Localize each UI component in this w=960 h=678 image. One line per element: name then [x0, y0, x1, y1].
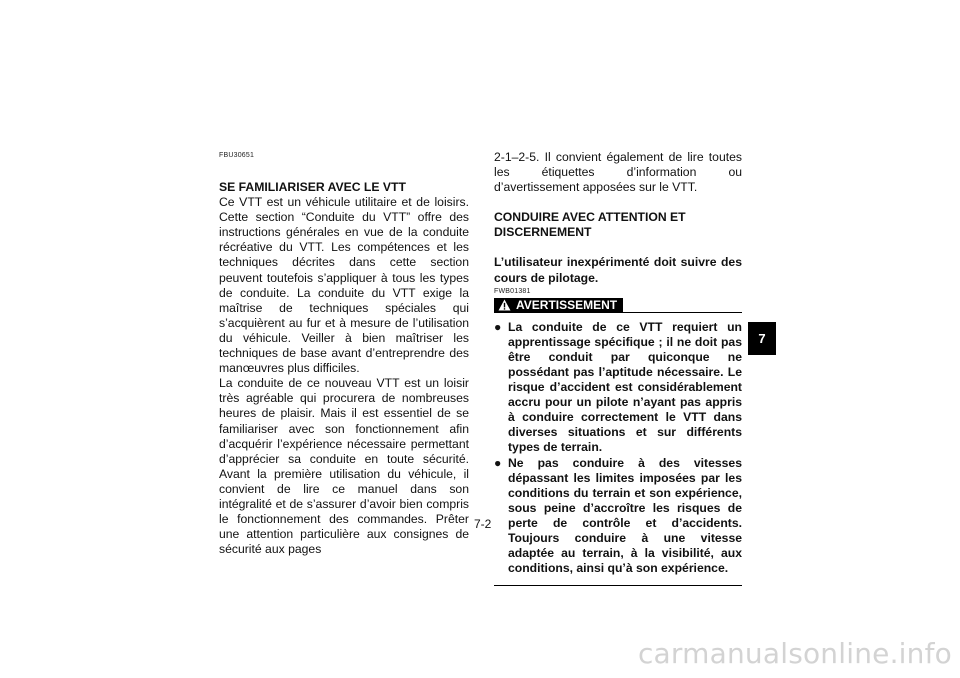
bullet-icon: ● — [494, 455, 502, 470]
caution-heading: CONDUIRE AVEC ATTENTION ET DISCERNEMENT — [494, 210, 686, 240]
warning-top-rule — [616, 312, 742, 313]
warning-list — [494, 320, 742, 577]
chapter-tab: 7 — [748, 322, 776, 355]
warning-code: FWB01381 — [494, 287, 531, 295]
right-column — [494, 150, 742, 586]
familiarise-paragraph: La conduite de ce nouveau VTT est un loisir très agréable qui procurera de nombreuses heures de plaisir. Mais il est essentiel de se familiariser avec son fonctionnement afin d’acquérir l’expérience nécessaire permettant d’apprécier sa conduite en toute sécurité. Avant la première utilisation du véhicule, il convient de lire ce manuel dans son intégralité et de s’assurer d’avoir bien compris le fonctionnement des commandes. Prêter une attention particulière aux consignes de sécurité aux pages — [219, 376, 469, 557]
labels-paragraph: 2-1–2-5. Il convient également de lire toutes les étiquettes d’information ou d’avertissement apposées sur le VTT. — [494, 150, 742, 195]
page-number: 7-2 — [474, 517, 492, 531]
warning-bottom-rule — [494, 585, 742, 586]
bullet-icon: ● — [494, 319, 502, 334]
watermark: carmanualsonline.info — [637, 637, 952, 670]
warning-item: ● Ne pas conduire à des vitesses dépassant les limites imposées par les conditions du terrain et son expérience, sous peine d’accroître les risques de perte de contrôle et d’accidents. Toujours conduire à une vitesse adaptée au terrain, à la visibilité, aux conditions, ainsi qu’à son expérience. — [494, 455, 742, 576]
warning-header — [494, 298, 742, 314]
warning-triangle-icon — [498, 299, 511, 311]
warning-badge — [494, 298, 623, 313]
section-code: FBU30651 — [219, 152, 255, 159]
warning-label: AVERTISSEMENT — [516, 297, 618, 312]
left-column — [219, 180, 469, 557]
section-heading: SE FAMILIARISER AVEC LE VTT — [219, 180, 406, 194]
warning-item: ● La conduite de ce VTT requiert un apprentissage spécifique ; il ne doit pas être conduit par quiconque ne possédant pas l’aptitude nécessaire. Le risque d’accident est considérablement accru pour un pilote n’ayant pas appris à conduire correctement le VTT dans diverses situations et sur différents types de terrain. — [494, 319, 742, 455]
intro-paragraph: Ce VTT est un véhicule utilitaire et de loisirs. Cette section “Conduite du VTT” offre des instructions générales en vue de la conduite récréative du VTT. Les compétences et les techniques décrites dans cette section peuvent toutefois s’appliquer à tous les types de conduite. La conduite du VTT exige la maîtrise de techniques spéciales qui s’acquièrent au fur et à mesure de l’utilisation du véhicule. Veiller à bien maîtriser les techniques de base avant d’entreprendre des manœuvres plus difficiles. — [219, 195, 469, 376]
training-subheading: L’utilisateur inexpérimenté doit suivre des cours de pilotage. — [494, 255, 742, 285]
